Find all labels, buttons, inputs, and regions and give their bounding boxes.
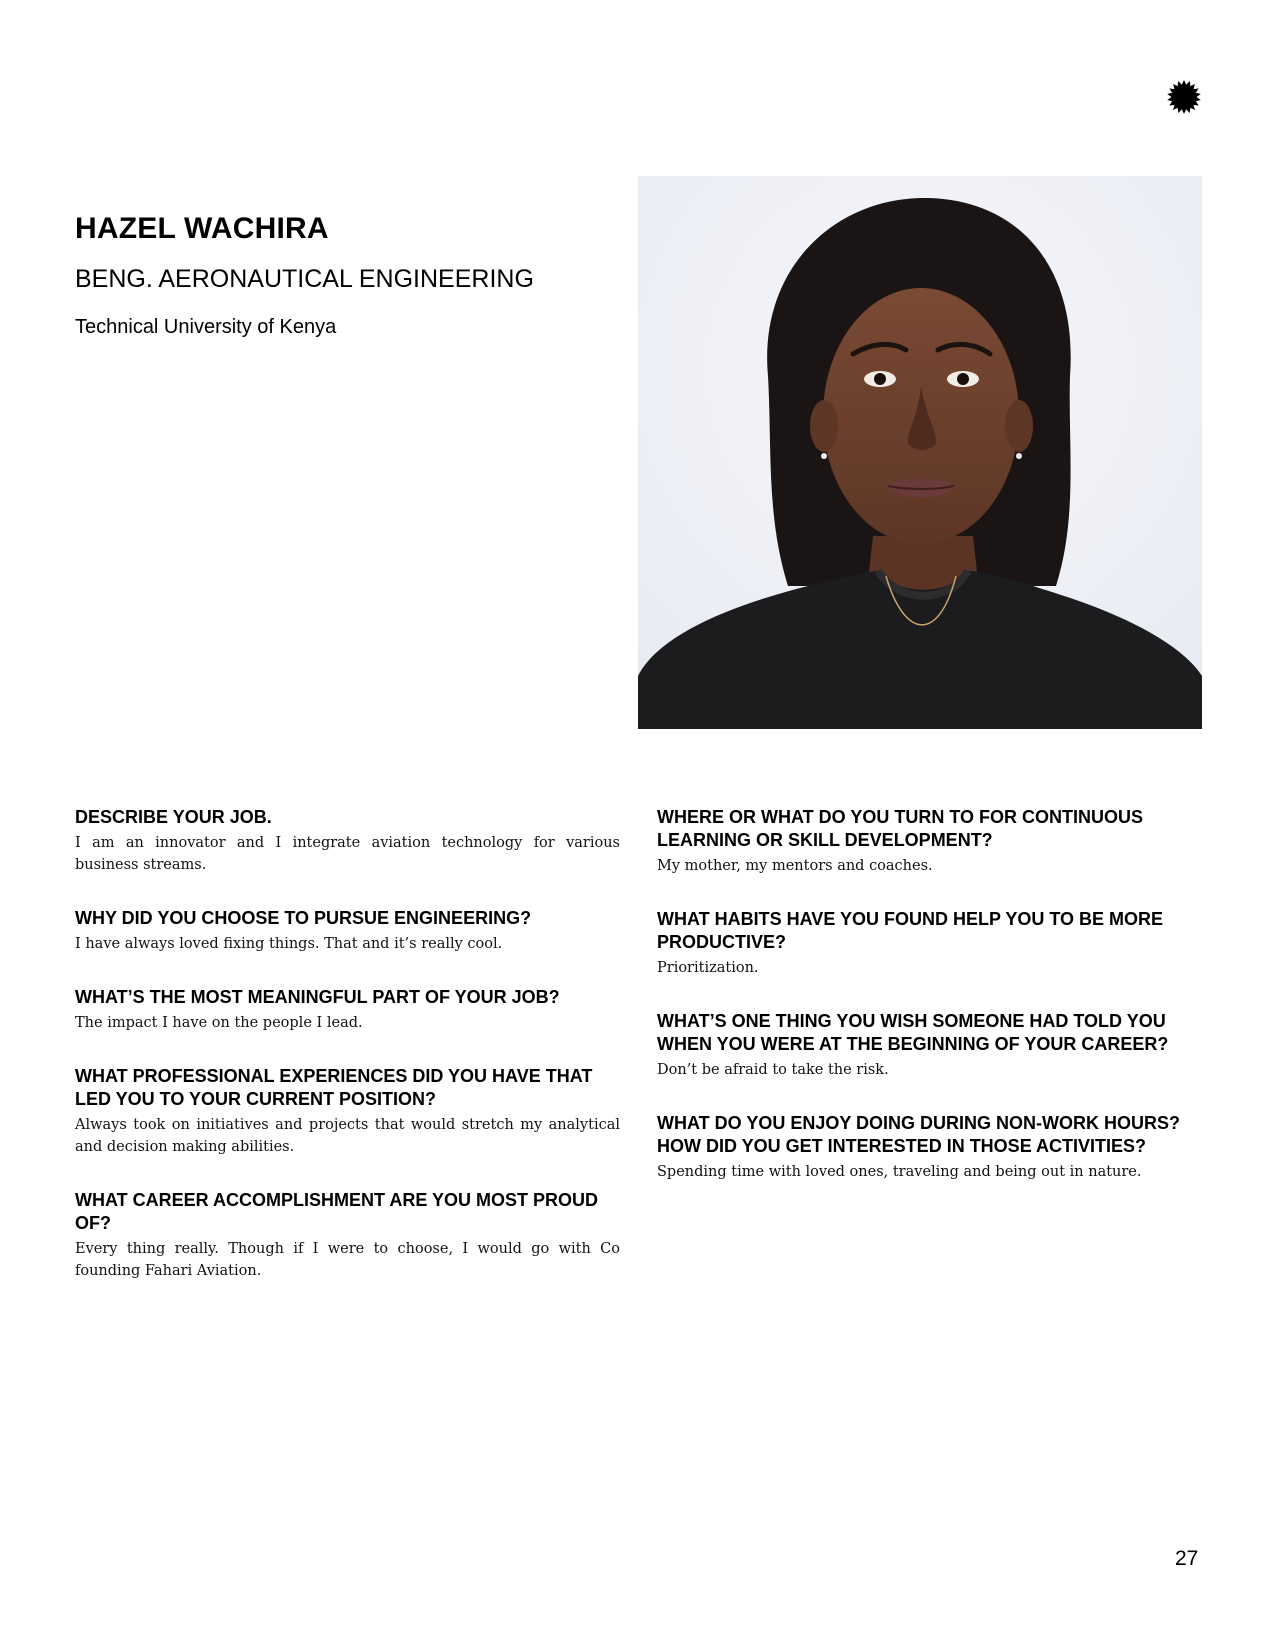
profile-degree: BENG. AERONAUTICAL ENGINEERING [75, 265, 534, 293]
question-text: DESCRIBE YOUR JOB. [75, 807, 272, 827]
sunburst-icon [1166, 79, 1202, 115]
answer-text: Spending time with loved ones, traveling and being out in nature. [657, 1164, 1142, 1180]
qa-item [657, 1112, 1202, 1183]
page-number: 27 [1175, 1547, 1199, 1570]
question-text: WHAT’S THE MOST MEANINGFUL PART OF YOUR JOB? [75, 987, 560, 1007]
answer-text: I have always loved fixing things. That and it’s really cool. [75, 936, 503, 952]
qa-item [75, 1189, 620, 1282]
qa-item [75, 806, 620, 876]
right-qa-column [657, 806, 1202, 1214]
answer-text: Prioritization. [657, 960, 759, 976]
answer-text: I am an innovator and I integrate aviation technology for various business streams. [75, 835, 620, 873]
answer-text: Every thing really. Though if I were to choose, I would go with Co founding Fahari Aviation. [75, 1241, 620, 1279]
profile-university: Technical University of Kenya [75, 316, 337, 338]
qa-item [657, 908, 1202, 979]
portrait-photo [638, 176, 1202, 729]
profile-name: HAZEL WACHIRA [75, 212, 329, 245]
left-qa-column [75, 806, 620, 1313]
question-text: WHAT HABITS HAVE YOU FOUND HELP YOU TO BE MORE PRODUCTIVE? [657, 909, 1164, 952]
question-text: WHERE OR WHAT DO YOU TURN TO FOR CONTINUOUS LEARNING OR SKILL DEVELOPMENT? [657, 807, 1143, 850]
question-text: WHAT’S ONE THING YOU WISH SOMEONE HAD TOLD YOU WHEN YOU WERE AT THE BEGINNING OF YOUR CAREER? [657, 1011, 1169, 1054]
question-text: WHY DID YOU CHOOSE TO PURSUE ENGINEERING? [75, 908, 532, 928]
answer-text: The impact I have on the people I lead. [75, 1015, 363, 1031]
question-text: WHAT PROFESSIONAL EXPERIENCES DID YOU HAVE THAT LED YOU TO YOUR CURRENT POSITION? [75, 1066, 593, 1109]
qa-item [75, 986, 620, 1034]
question-text: WHAT CAREER ACCOMPLISHMENT ARE YOU MOST PROUD OF? [75, 1190, 599, 1233]
qa-item [657, 806, 1202, 877]
answer-text: Always took on initiatives and projects that would stretch my analytical and decision making abilities. [75, 1117, 620, 1155]
answer-text: My mother, my mentors and coaches. [657, 858, 933, 874]
answer-text: Don’t be afraid to take the risk. [657, 1062, 889, 1078]
question-text: WHAT DO YOU ENJOY DOING DURING NON-WORK HOURS? HOW DID YOU GET INTERESTED IN THOSE ACTIVITIES? [657, 1113, 1181, 1156]
qa-item [657, 1010, 1202, 1081]
qa-item [75, 907, 620, 955]
qa-item [75, 1065, 620, 1158]
